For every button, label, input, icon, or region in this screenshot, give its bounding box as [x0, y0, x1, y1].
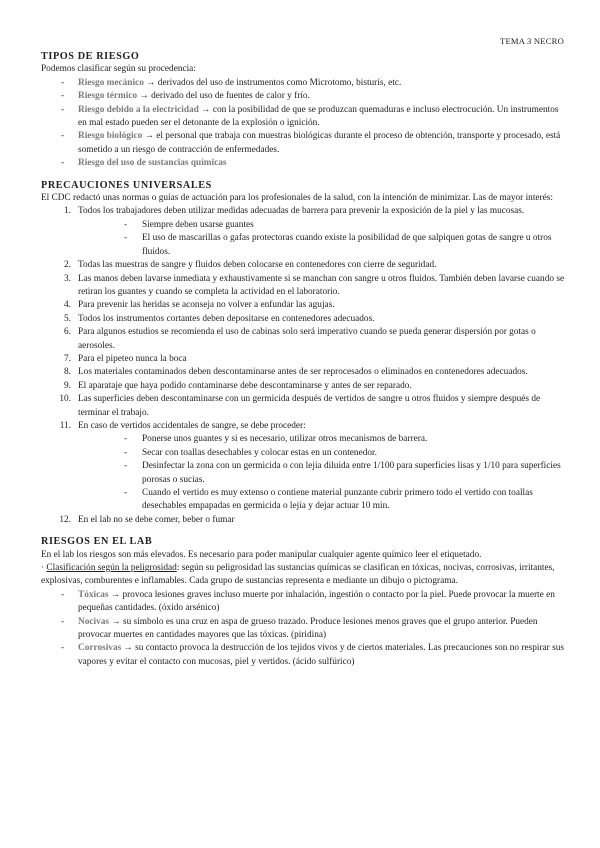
sub-item-text: Cuando el vertido es muy extenso o contiene material punzante cubrir primero todo el vertido con toallas desechables empapadas en germicida o lejía y dejar actuar 10 min. [142, 488, 533, 512]
arrow: → [137, 91, 152, 102]
item-number: 7. [64, 353, 71, 364]
sub-item: - Secar con toallas desechables y colocar estas en un contenedor. [124, 447, 377, 458]
item-text: Todos los trabajadores deben utilizar medidas adecuadas de barrera para prevenir la exposición de la piel y las mucosas. [78, 206, 525, 217]
clasificacion-text: : según su peligrosidad las sustancias químicas se clasifican en tóxicas, nocivas, corrosivas, irritantes, explosivas, comburentes e inflamables. Cada grupo de sustancias representa e mediante un dibujo o pictograma. [41, 563, 555, 587]
clasificacion-paragraph [41, 562, 567, 589]
item-text: Todas las muestras de sangre y fluidos deben colocarse en contenedores con cierre de seguridad. [78, 260, 437, 271]
list-item [41, 514, 567, 527]
item-term: Tóxicas [78, 589, 109, 600]
item-number: 9. [64, 380, 71, 391]
list-item: - Riesgo mecánico → derivados del uso de instrumentos como Microtomo, bisturís, etc. [61, 77, 402, 88]
arrow: → [143, 77, 158, 88]
item-term: Nocivas [78, 616, 109, 627]
list-item [41, 326, 567, 353]
list-item [41, 259, 567, 272]
item-number: 4. [64, 300, 71, 311]
sub-item: - Desinfectar la zona con un germicida o con lejía diluida entre 1/100 para superficies lisas y 1/10 para superficies porosas o sucias. [124, 461, 561, 485]
list-item [41, 366, 567, 379]
list-item: - Nocivas → su símbolo es una cruz en aspa de grueso trazado. Produce lesiones menos graves que el grupo anterior. Pueden provocar muertes en cantidades mayores que las tóxicas. (piridina) [61, 616, 538, 641]
item-text: Las superficies deben descontaminarse con un germicida después de vertidos de sangre u otros fluidos y siempre después de terminar el trabajo. [78, 394, 541, 418]
list-item [41, 313, 567, 326]
section-title-tipos: TIPOS DE RIESGO [41, 51, 140, 62]
tipos-intro: Podemos clasificar según su procedencia: [41, 64, 196, 75]
item-text: derivados del uso de instrumentos como Microtomo, bisturís, etc. [157, 77, 402, 88]
sub-item: - Siempre deben usarse guantes [124, 219, 254, 230]
document-body [41, 50, 567, 669]
item-text: Las manos deben lavarse inmediata y exhaustivamente si se manchan con sangre u otros fluidos. También deben lavarse cuando se retiran los guantes y cuando se completa la actividad en el laboratorio. [78, 273, 565, 297]
arrow: → [142, 131, 157, 142]
sub-item-text: Secar con toallas desechables y colocar estas en un contenedor. [142, 447, 377, 458]
item-number: 5. [64, 313, 71, 324]
list-item: - Riesgo biológico → el personal que trabaja con muestras biológicas durante el proceso de obtención, transporte y procesado, está sometido a un riesgo de contracción de enfermedades. [61, 131, 561, 155]
arrow: → [109, 616, 123, 627]
arrow: → [108, 589, 123, 600]
list-item: - Tóxicas → provoca lesiones graves incluso muerte por inhalación, ingestión o contacto por la piel. Puede provocar la muerte en pequeñas cantidades. (óxido arsénico) [61, 589, 555, 614]
item-text: Para algunos estudios se recomienda el uso de cabinas solo será imperativo cuando se pueda generar dispersión por gotas o aerosoles. [78, 327, 536, 351]
item-text: Para prevenir las heridas se aconseja no volver a enfundar las agujas. [78, 300, 335, 311]
riesgos-lab-intro: En el lab los riesgos son más elevados. Es necesario para poder manipular cualquier agente químico leer el etiquetado. [41, 549, 482, 560]
sustancias-list [41, 589, 567, 669]
item-term: Riesgo mecánico [78, 77, 144, 88]
arrow: → [121, 643, 136, 654]
item-number: 12. [59, 514, 71, 525]
sub-item-text: El uso de mascarillas o gafas protectoras cuando existe la posibilidad de que salpiquen gotas de sangre u otros fluidos. [142, 233, 552, 257]
item-text: provoca lesiones graves incluso muerte por inhalación, ingestión o contacto por la piel. Puede provocar la muerte en pequeñas cantidades. (óxido arsénico) [78, 589, 555, 614]
item-term: Riesgo térmico [78, 91, 138, 102]
sub-item: - Ponerse unos guantes y si es necesario, utilizar otros mecanismos de barrera. [124, 434, 428, 445]
tipos-list [41, 77, 567, 171]
section-title-precauciones: PRECAUCIONES UNIVERSALES [41, 179, 212, 191]
item-text: el personal que trabaja con muestras biológicas durante el proceso de obtención, transporte y procesado, está sometido a un riesgo de contracción de enfermedades. [78, 131, 561, 155]
list-item [41, 273, 567, 300]
list-item [41, 299, 567, 312]
item-number: 3. [64, 273, 71, 284]
arrow: → [198, 104, 213, 115]
item-text: con la posibilidad de que se produzcan quemaduras e incluso electrocución. Un instrumentos en mal estado pueden ser el detonante de la explosión o ignición. [78, 104, 559, 129]
sub-item-text: Desinfectar la zona con un germicida o con lejía diluida entre 1/100 para superficies lisas y 1/10 para superficies porosas o sucias. [142, 461, 561, 485]
item-term: Riesgo del uso de sustancias químicas [78, 158, 227, 169]
section-title-riesgos-lab: RIESGOS EN EL LAB [41, 536, 153, 548]
item-text: El aparataje que haya podido contaminarse debe descontaminarse y antes de ser reparado. [78, 380, 412, 391]
bullet-dot: · [41, 563, 47, 574]
item-text: En el lab no se debe comer, beber o fumar [78, 514, 235, 525]
item-term: Riesgo biológico [78, 131, 143, 142]
list-item: - Riesgo térmico → derivado del uso de fuentes de calor y frío. [61, 91, 310, 102]
item-text: En caso de vertidos accidentales de sangre, se debe proceder: [78, 420, 306, 431]
item-number: 2. [64, 260, 71, 271]
item-text: su contacto provoca la destrucción de los tejidos vivos y de ciertos materiales. Las precauciones son no respirar sus vapores y evitar el contacto con mucosas, piel y vertidos. (ácido sulfúrico) [78, 643, 564, 667]
item-number: 8. [64, 367, 71, 378]
list-item: - Riesgo debido a la electricidad → con la posibilidad de que se produzcan quemaduras e incluso electrocución. Un instrumentos en mal estado pueden ser el detonante de la explosión o ignición. [61, 104, 559, 129]
list-item: - Riesgo del uso de sustancias químicas [61, 158, 227, 169]
sub-item: - El uso de mascarillas o gafas protectoras cuando existe la posibilidad de que salpiquen gotas de sangre u otros fluidos. [124, 233, 552, 257]
page-header-label: TEMA 3 NECRO [500, 36, 564, 46]
list-item [41, 393, 567, 420]
sub-item-text: Siempre deben usarse guantes [142, 219, 254, 230]
item-number: 1. [64, 206, 71, 217]
list-item [41, 420, 567, 433]
list-item [41, 205, 567, 218]
item-text: Los materiales contaminados deben descontaminarse antes de ser reprocesados o eliminados en contenedores adecuados. [78, 367, 528, 378]
item-text: derivado del uso de fuentes de calor y frío. [151, 91, 310, 102]
item-text: Para el pipeteo nunca la boca [78, 353, 187, 364]
sub-item-text: Ponerse unos guantes y si es necesario, utilizar otros mecanismos de barrera. [142, 434, 428, 445]
precauciones-intro: El CDC redactó unas normas o guías de actuación para los profesionales de la salud, con la intención de minimizar. Las de mayor interés: [41, 193, 553, 204]
precauciones-list [41, 205, 567, 527]
item-text: su símbolo es una cruz en aspa de grueso trazado. Produce lesiones menos graves que el grupo anterior. Pueden provocar muertes en cantidades mayores que las tóxicas. (piridina) [78, 616, 538, 641]
sub-item: - Cuando el vertido es muy extenso o contiene material punzante cubrir primero todo el vertido con toallas desechables empapadas en germicida o lejía y dejar actuar 10 min. [124, 488, 533, 512]
item-term: Corrosivas [78, 643, 122, 654]
item-text: Todos los instrumentos cortantes deben depositarse en contenedores adecuados. [78, 313, 375, 324]
item-number: 6. [64, 327, 71, 338]
list-item [41, 380, 567, 393]
item-number: 10. [59, 394, 71, 405]
clasificacion-label: Clasificación según la peligrosidad [46, 563, 177, 574]
item-number: 11. [59, 420, 71, 431]
list-item: - Corrosivas → su contacto provoca la destrucción de los tejidos vivos y de ciertos materiales. Las precauciones son no respirar sus vapores y evitar el contacto con mucosas, piel y vertidos. (ácido sulfúrico) [61, 643, 564, 667]
item-term: Riesgo debido a la electricidad [78, 104, 199, 115]
list-item [41, 353, 567, 366]
